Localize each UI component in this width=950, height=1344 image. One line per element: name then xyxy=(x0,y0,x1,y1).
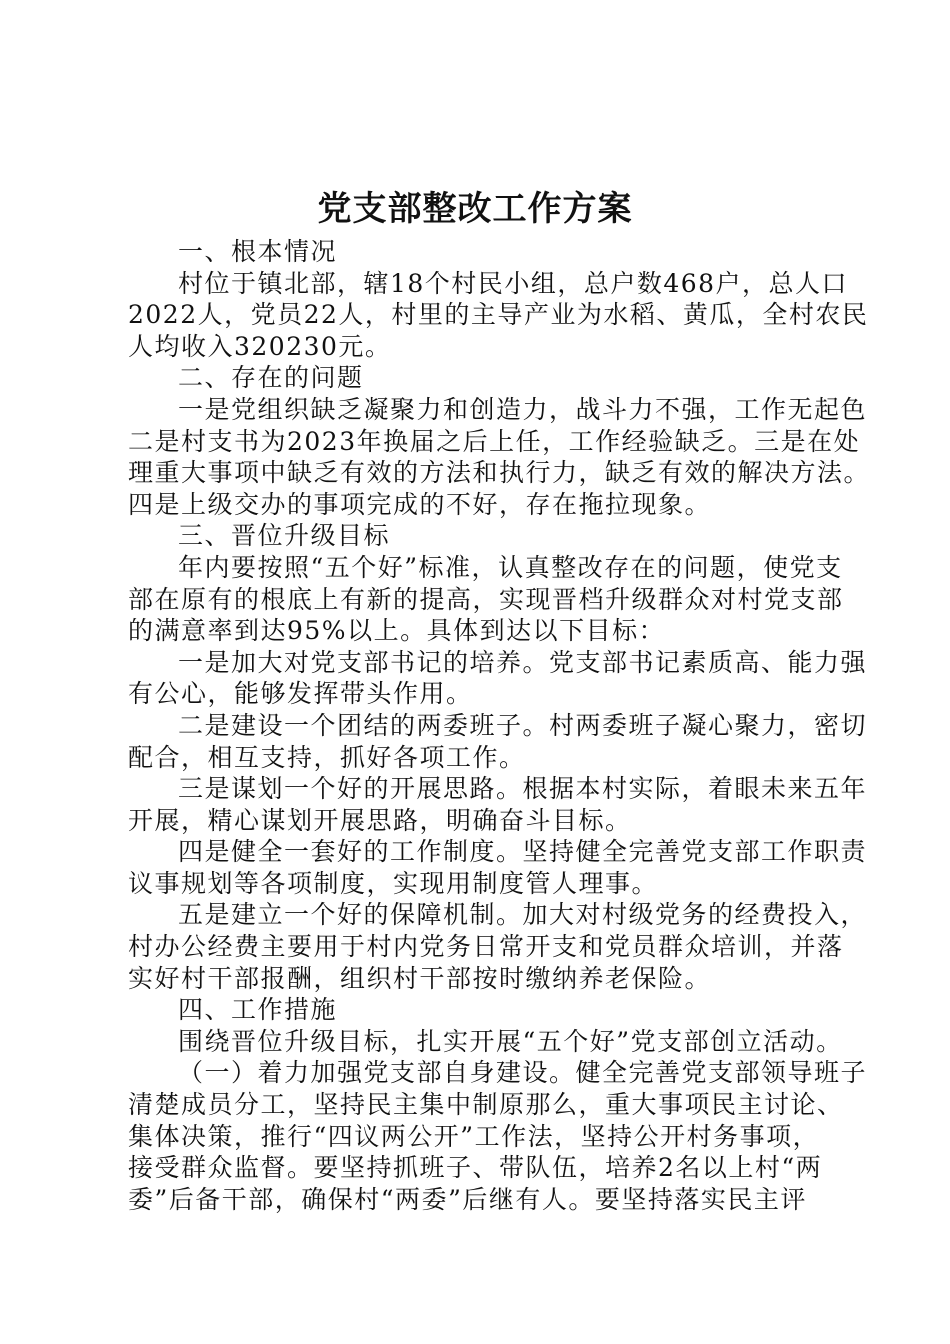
paragraph-line: 实好村干部报酬，组织村干部按时缴纳养老保险。 xyxy=(128,963,712,993)
paragraph-line: 委”后备干部，确保村“两委”后继有人。要坚持落实民主评 xyxy=(128,1184,807,1214)
paragraph-line: 部在原有的根底上有新的提高，实现晋档升级群众对村党支部 xyxy=(128,584,844,614)
paragraph-line: 一是党组织缺乏凝聚力和创造力，战斗力不强，工作无起色 xyxy=(178,394,868,424)
paragraph-line: 理重大事项中缺乏有效的方法和执行力，缺乏有效的解决方法。 xyxy=(128,458,871,488)
document-body xyxy=(128,236,871,1215)
paragraph-line: 议事规划等各项制度，实现用制度管人理事。 xyxy=(128,868,659,898)
paragraph-line: 清楚成员分工，坚持民主集中制原那么，重大事项民主讨论、 xyxy=(128,1090,844,1120)
paragraph-line: 二是村支书为2023年换届之后上任，工作经验缺乏。三是在处 xyxy=(128,426,861,456)
section-heading: 四、工作措施 xyxy=(178,995,338,1025)
paragraph-line: 的满意率到达95%以上。具体到达以下目标： xyxy=(128,616,666,646)
paragraph-line: 配合，相互支持，抓好各项工作。 xyxy=(128,742,526,772)
paragraph-line: （一）着力加强党支部自身建设。健全完善党支部领导班子 xyxy=(178,1058,868,1088)
paragraph-line: 四是健全一套好的工作制度。坚持健全完善党支部工作职责 xyxy=(178,837,868,867)
paragraph-line: 开展，精心谋划开展思路，明确奋斗目标。 xyxy=(128,805,632,835)
paragraph-line: 村办公经费主要用于村内党务日常开支和党员群众培训，并落 xyxy=(128,932,844,962)
paragraph-line: 接受群众监督。要坚持抓班子、带队伍，培养2名以上村“两 xyxy=(128,1153,823,1183)
paragraph-line: 2022人，党员22人，村里的主导产业为水稻、黄瓜，全村农民 xyxy=(128,300,869,330)
paragraph-line: 二是建设一个团结的两委班子。村两委班子凝心聚力，密切 xyxy=(178,710,868,740)
paragraph-line: 五是建立一个好的保障机制。加大对村级党务的经费投入， xyxy=(178,900,868,930)
paragraph-line: 四是上级交办的事项完成的不好，存在拖拉现象。 xyxy=(128,489,712,519)
paragraph-line: 村位于镇北部，辖18个村民小组，总户数468户，总人口 xyxy=(178,268,849,298)
section-heading: 三、晋位升级目标 xyxy=(178,521,391,551)
paragraph-line: 围绕晋位升级目标，扎实开展“五个好”党支部创立活动。 xyxy=(178,1026,843,1056)
section-heading: 一、根本情况 xyxy=(178,237,338,266)
paragraph-line: 年内要按照“五个好”标准，认真整改存在的问题，使党支 xyxy=(178,552,843,582)
paragraph-line: 集体决策，推行“四议两公开”工作法，坚持公开村务事项， xyxy=(128,1121,820,1151)
section-heading: 二、存在的问题 xyxy=(178,363,364,393)
document-title: 党支部整改工作方案 xyxy=(317,189,633,229)
paragraph-line: 一是加大对党支部书记的培养。党支部书记素质高、能力强 xyxy=(178,647,868,677)
paragraph-line: 人均收入320230元。 xyxy=(128,331,392,361)
paragraph-line: 有公心，能够发挥带头作用。 xyxy=(128,679,473,709)
paragraph-line: 三是谋划一个好的开展思路。根据本村实际，着眼未来五年 xyxy=(178,774,868,804)
